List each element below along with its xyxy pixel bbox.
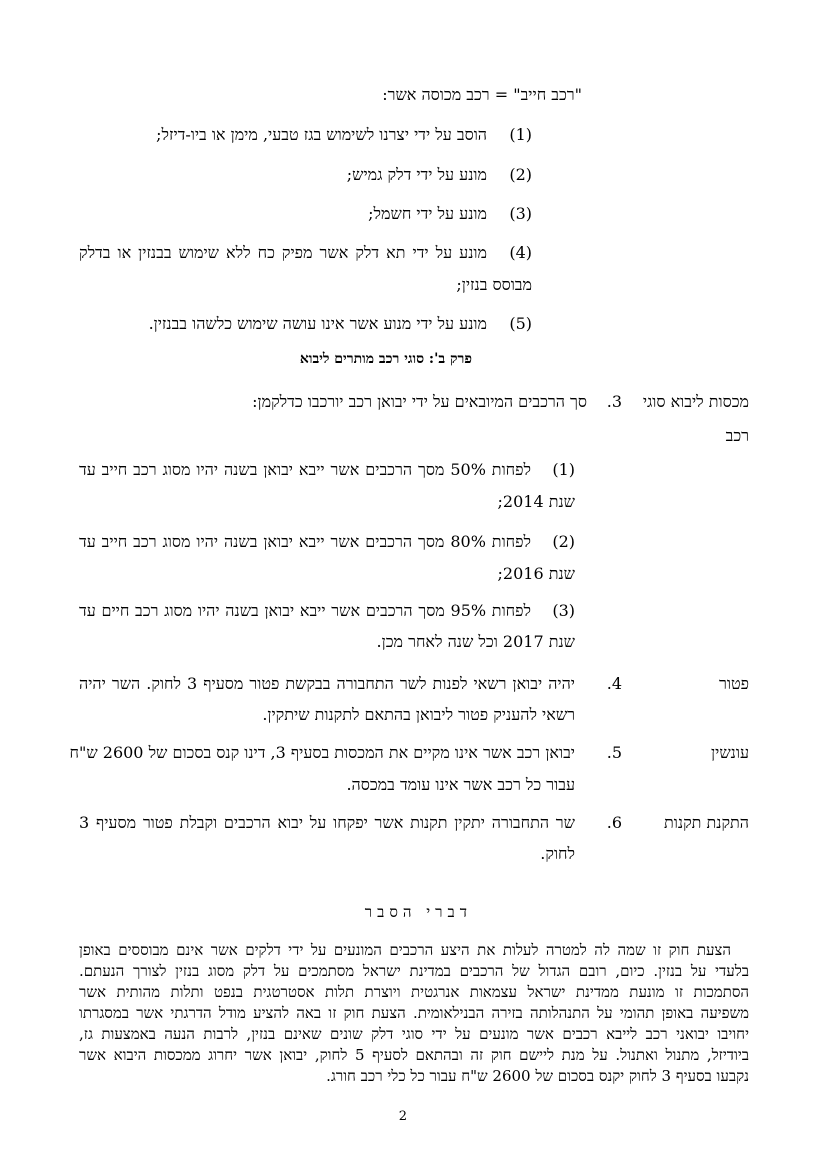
definition-item-4-num: (4): [509, 243, 532, 262]
explanation-body: [79, 940, 749, 1087]
explanation-heading: דברי הסבר: [364, 903, 472, 921]
explanation-line: ביודיזל, מתנול ואתנול. על מנת ליישם חוק זה ובהתאם לסעיף 5 לחוק, יבואן אשר יחרוג ממכסות היבוא אשר: [79, 1046, 750, 1064]
definition-item-1-text: הוסב על ידי יצרנו לשימוש בגז טבעי, מימן או ביו-דיזל;: [156, 125, 487, 144]
section-5-line-2: עבור כל רכב אשר אינו עומד במכסה.: [346, 775, 575, 794]
definition-item-5-num: (5): [509, 314, 532, 333]
chapter-b-heading: פרק ב': סוגי רכב מותרים ליבוא: [299, 351, 472, 367]
definition-item-1-num: (1): [509, 125, 532, 144]
section-3-item-3-line-2: שנת 2017 וכל שנה לאחר מכן.: [376, 632, 575, 651]
section-6-line-1: שר התחבורה יתקין תקנות אשר יפקחו על יבוא הרכבים וקבלת פטור מסעיף 3: [79, 813, 575, 832]
definition-item-3-text: מונע על ידי חשמל;: [368, 204, 487, 223]
definition-title: "רכב חייב" = רכב מכוסה אשר:: [382, 85, 582, 104]
explanation-line: נקבעו בסעיף 3 לחוק יקנס בסכום של 2600 ש"ח עבור כל כלי רכב חורג.: [326, 1067, 749, 1085]
section-4-line-2: רשאי להעניק פטור ליבואן בהתאם לתקנות שיתקין.: [262, 705, 575, 724]
section-3-side-label-2: רכב: [725, 426, 749, 445]
section-3-num: 3.: [606, 392, 622, 411]
section-3-item-3-line-1: לפחות 95% מסך הרכבים אשר ייבא יבואן בשנה יהיו מסוג רכב חיים עד: [79, 601, 531, 620]
section-3-item-1-num: (1): [552, 460, 575, 479]
section-3-item-2-line-2: שנת 2016;: [497, 564, 575, 583]
section-3-item-1-line-1: לפחות 50% מסך הרכבים אשר ייבא יבואן בשנה יהיו מסוג רכב חייב עד: [79, 460, 531, 479]
section-5-num: 5.: [606, 743, 622, 762]
explanation-line: הסתמכות זו מונעת ממדינת ישראל עצמאות אנרגטית ויוצרת תלות אסטרטגית בנפט ותלות מהותית אשר: [79, 983, 749, 1001]
definition-item-4-line-1: מונע על ידי תא דלק אשר מפיק כח ללא שימוש בבנזין או בדלק: [79, 243, 487, 262]
section-4-num: 4.: [606, 674, 622, 693]
definition-item-2-text: מונע על ידי דלק גמיש;: [346, 165, 487, 184]
section-3-item-2-num: (2): [552, 532, 575, 551]
section-3-side-label-1: מכסות ליבוא סוגי: [642, 392, 749, 411]
explanation-line: הצעת חוק זו שמה לה למטרה לעלות את היצע הרכבים המונעים על ידי דלקים אשר אינם מבוססים באופן: [79, 941, 731, 959]
explanation-line: יחויבו יבואני רכב לייבא רכבים אשר מונעים על ידי סוגי דלק שונים שאינם בנזין, לרבות הנעה באמצעות גז,: [79, 1025, 749, 1043]
section-6-line-2: לחוק.: [540, 844, 575, 863]
section-3-item-2-line-1: לפחות 80% מסך הרכבים אשר ייבא יבואן בשנה יהיו מסוג רכב חייב עד: [79, 532, 531, 551]
definition-item-4-line-2: מבוסס בנזין;: [456, 275, 532, 294]
section-5-line-1: יבואן רכב אשר אינו מקיים את המכסות בסעיף 3, דינו קנס בסכום של 2600 ש"ח: [69, 743, 575, 762]
definition-item-5-text: מונע על ידי מנוע אשר אינו עושה שימוש כלשהו בבנזין.: [148, 314, 487, 333]
section-6-num: 6.: [606, 813, 622, 832]
section-4-line-1: יהיה יבואן רשאי לפנות לשר התחבורה בבקשת פטור מסעיף 3 לחוק. השר יהיה: [79, 674, 575, 693]
section-5-side-label: עונשין: [711, 743, 749, 762]
section-3-item-1-line-2: שנת 2014;: [497, 492, 575, 511]
section-6-side-label: התקנת תקנות: [664, 813, 749, 832]
definition-item-3-num: (3): [509, 204, 532, 223]
explanation-line: משפיעה באופן תהומי על התנהלותה בזירה הבנילאומית. הצעת חוק זו באה להציע מודל הדרגתי אשר במסגרתו: [79, 1004, 749, 1022]
section-3-text: סך הרכבים המיובאים על ידי יבואן רכב יורכבו כדלקמן:: [252, 392, 587, 411]
explanation-line: בלעדי על בנזין. כיום, רובם הגדול של הרכבים במדינת ישראל מסתמכים על דלק מסוג בנזין לצורך הנעתם.: [79, 962, 749, 980]
section-4-side-label: פטור: [719, 674, 749, 693]
definition-item-2-num: (2): [509, 165, 532, 184]
page-number: 2: [398, 1109, 407, 1124]
section-3-item-3-num: (3): [552, 601, 575, 620]
